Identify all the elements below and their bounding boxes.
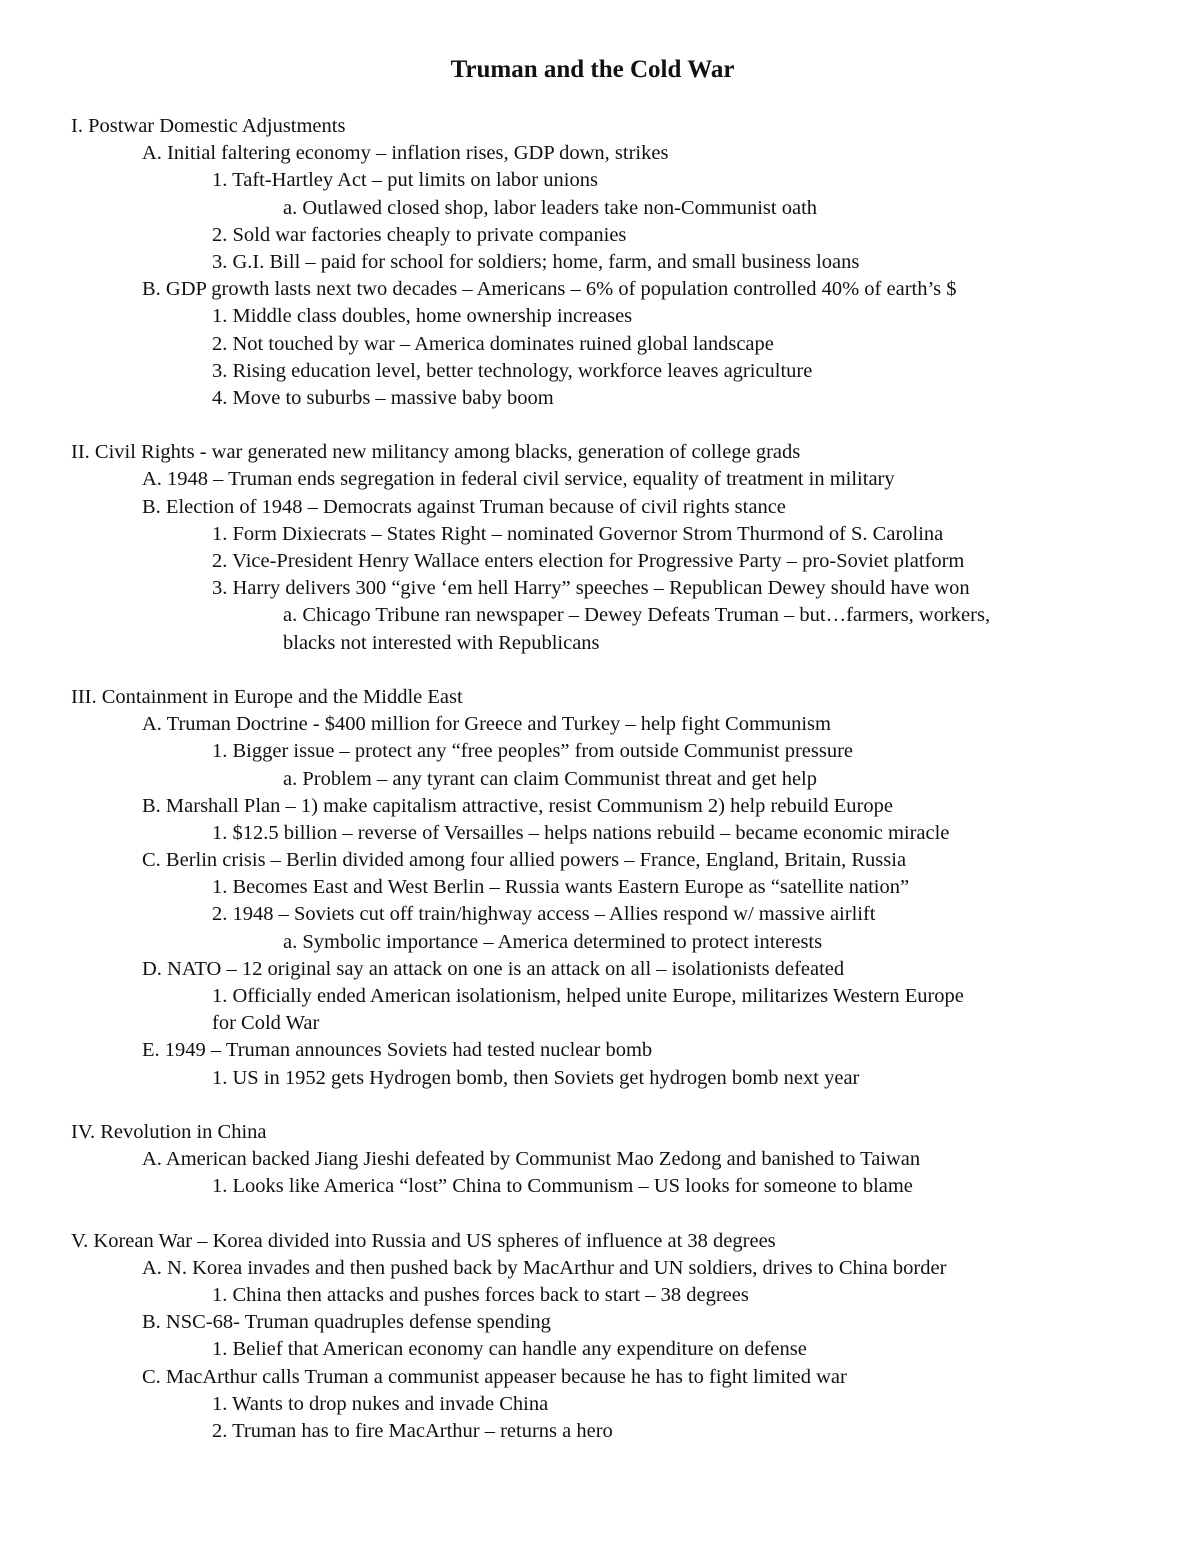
outline (0, 113, 1200, 1445)
numbered-item: 1. Becomes East and West Berlin – Russia wants Eastern Europe as “satellite nation” (212, 876, 910, 899)
subsection-item: B. Marshall Plan – 1) make capitalism attractive, resist Communism 2) help rebuild Europe (142, 794, 893, 817)
numbered-item: 1. Wants to drop nukes and invade China (212, 1392, 549, 1415)
subsection-item: E. 1949 – Truman announces Soviets had tested nuclear bomb (142, 1039, 653, 1062)
numbered-item: 1. US in 1952 gets Hydrogen bomb, then Soviets get hydrogen bomb next year (212, 1066, 860, 1089)
numbered-item: 2. 1948 – Soviets cut off train/highway access – Allies respond w/ massive airlift (212, 903, 876, 926)
lettered-item: a. Outlawed closed shop, labor leaders take non-Communist oath (283, 196, 818, 219)
subsection-item: A. Truman Doctrine - $400 million for Greece and Turkey – help fight Communism (142, 713, 831, 736)
lettered-item: blacks not interested with Republicans (283, 631, 600, 654)
subsection-item: B. GDP growth lasts next two decades – Americans – 6% of population controlled 40% of earth’s $ (142, 278, 957, 301)
subsection-item: D. NATO – 12 original say an attack on one is an attack on all – isolationists defeated (142, 957, 845, 980)
blank-line (0, 1201, 1200, 1228)
numbered-item: 1. Officially ended American isolationism, helped unite Europe, militarizes Western Europe (212, 985, 964, 1007)
document-title: Truman and the Cold War (450, 56, 735, 83)
subsection-item: B. NSC-68- Truman quadruples defense spending (142, 1311, 551, 1334)
subsection-item: A. American backed Jiang Jieshi defeated by Communist Mao Zedong and banished to Taiwan (142, 1148, 921, 1171)
numbered-item: 1. Belief that American economy can handle any expenditure on defense (212, 1338, 807, 1361)
numbered-item: 1. Looks like America “lost” China to Communism – US looks for someone to blame (212, 1175, 913, 1198)
numbered-item: 1. $12.5 billion – reverse of Versailles – helps nations rebuild – became economic miracle (212, 821, 950, 844)
subsection-item: A. 1948 – Truman ends segregation in federal civil service, equality of treatment in military (142, 468, 895, 491)
numbered-item: 2. Truman has to fire MacArthur – returns a hero (212, 1420, 613, 1442)
numbered-item: 2. Vice-President Henry Wallace enters election for Progressive Party – pro-Soviet platform (212, 550, 965, 572)
subsection-item: B. Election of 1948 – Democrats against Truman because of civil rights stance (142, 495, 786, 518)
numbered-item: 1. China then attacks and pushes forces back to start – 38 degrees (212, 1284, 749, 1307)
lettered-item: a. Problem – any tyrant can claim Communist threat and get help (283, 767, 818, 790)
numbered-item: 1. Bigger issue – protect any “free peoples” from outside Communist pressure (212, 740, 854, 763)
subsection-item: A. Initial faltering economy – inflation rises, GDP down, strikes (142, 142, 669, 165)
blank-line (0, 1092, 1200, 1119)
subsection-item: C. MacArthur calls Truman a communist appeaser because he has to fight limited war (142, 1365, 847, 1388)
section-heading: V. Korean War – Korea divided into Russia and US spheres of influence at 38 degrees (71, 1229, 776, 1252)
subsection-item: A. N. Korea invades and then pushed back by MacArthur and UN soldiers, drives to China border (142, 1256, 947, 1279)
numbered-item: 1. Middle class doubles, home ownership increases (212, 305, 633, 328)
section-heading: IV. Revolution in China (71, 1120, 267, 1143)
section-heading: I. Postwar Domestic Adjustments (71, 115, 346, 137)
blank-line (0, 412, 1200, 439)
numbered-item: for Cold War (212, 1012, 320, 1035)
lettered-item: a. Chicago Tribune ran newspaper – Dewey Defeats Truman – but…farmers, workers, (283, 604, 991, 627)
numbered-item: 2. Not touched by war – America dominates ruined global landscape (212, 332, 774, 355)
numbered-item: 2. Sold war factories cheaply to private companies (212, 223, 627, 246)
blank-line (0, 657, 1200, 684)
numbered-item: 1. Taft-Hartley Act – put limits on labor unions (212, 169, 598, 192)
section-heading: II. Civil Rights - war generated new militancy among blacks, generation of college grads (71, 441, 801, 464)
subsection-item: C. Berlin crisis – Berlin divided among four allied powers – France, England, Britain, Russia (142, 849, 907, 872)
numbered-item: 3. Rising education level, better technology, workforce leaves agriculture (212, 359, 813, 382)
numbered-item: 3. Harry delivers 300 “give ‘em hell Harry” speeches – Republican Dewey should have won (212, 577, 970, 600)
numbered-item: 3. G.I. Bill – paid for school for soldiers; home, farm, and small business loans (212, 250, 860, 273)
numbered-item: 4. Move to suburbs – massive baby boom (212, 386, 554, 409)
section-heading: III. Containment in Europe and the Middle East (71, 685, 463, 708)
lettered-item: a. Symbolic importance – America determined to protect interests (283, 930, 823, 953)
numbered-item: 1. Form Dixiecrats – States Right – nominated Governor Strom Thurmond of S. Carolina (212, 522, 944, 545)
